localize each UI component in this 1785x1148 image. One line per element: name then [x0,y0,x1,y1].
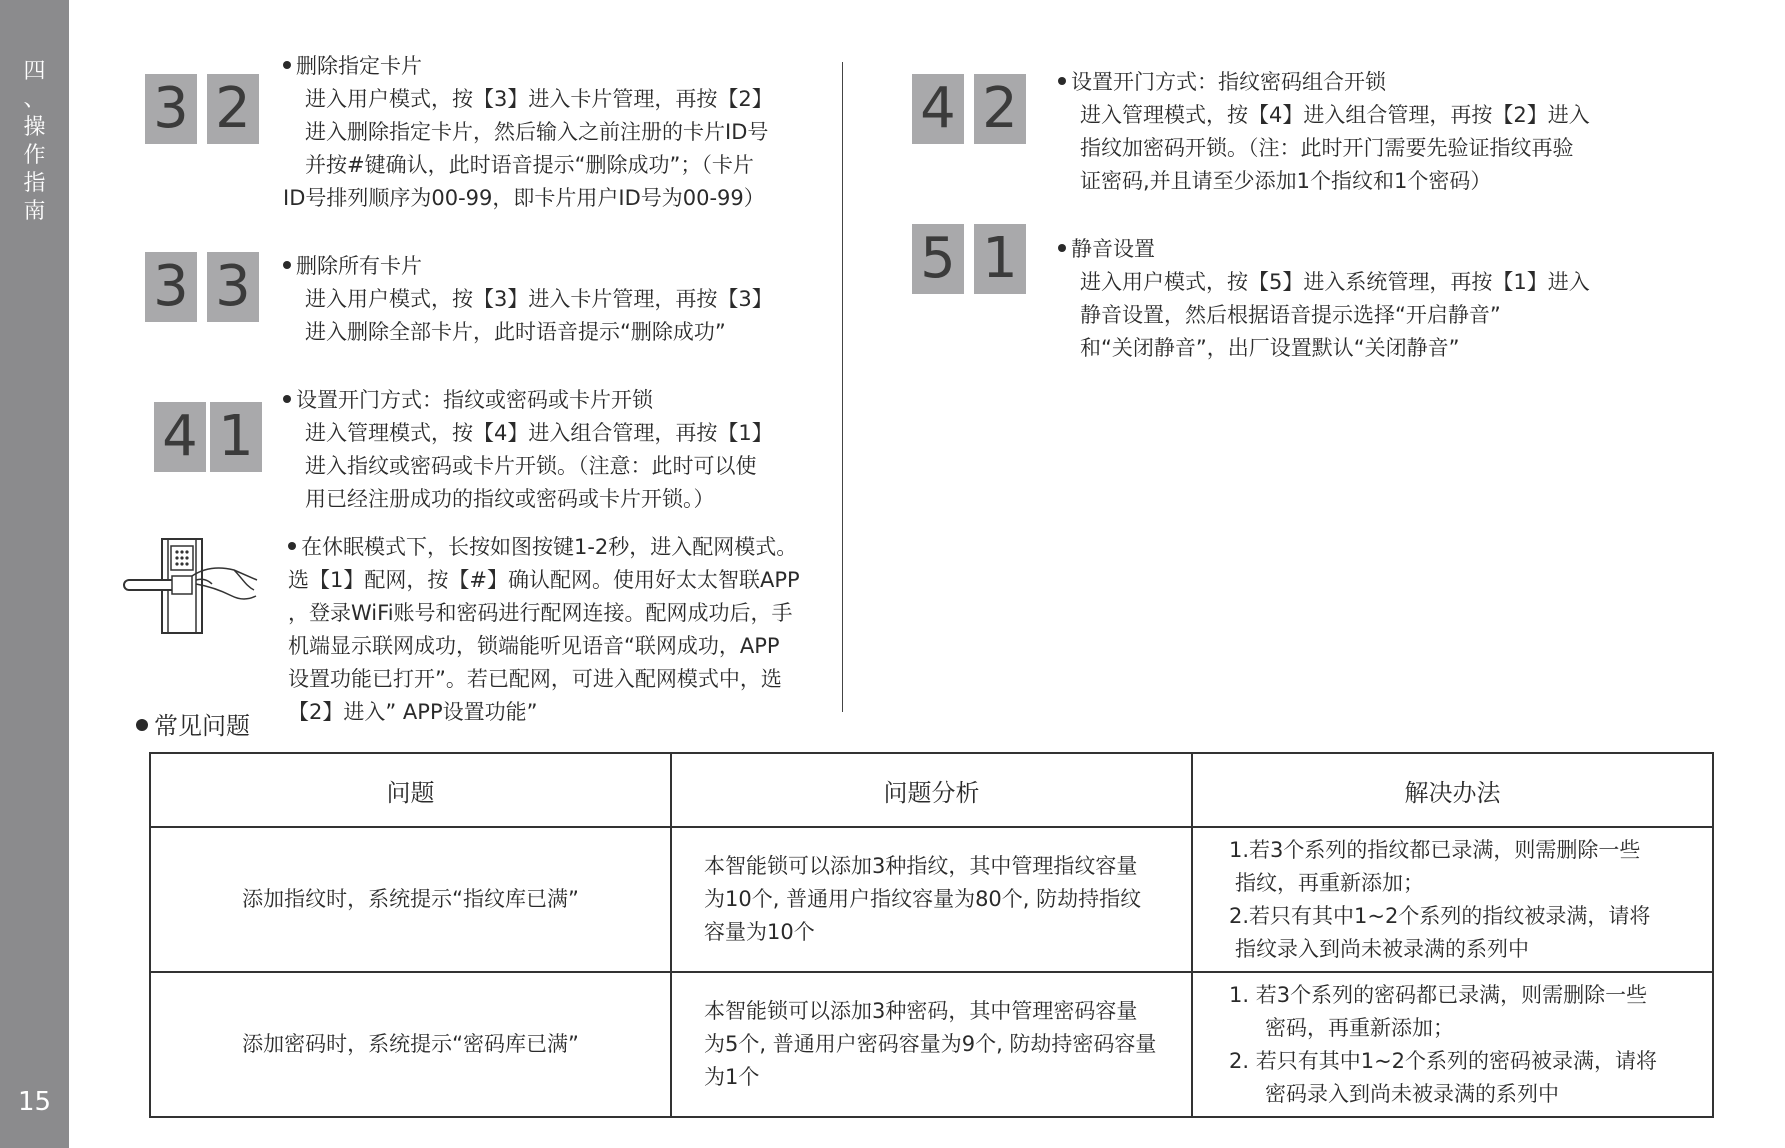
section-line: 进入管理模式，按【4】进入组合管理，再按【1】 [305,421,773,445]
column-header: 解决办法 [1192,753,1713,827]
section-line: 进入指纹或密码或卡片开锁。（注意：此时可以使 [305,454,757,478]
sidebar [0,0,69,1148]
section-line: 和“关闭静音”，出厂设置默认“关闭静音” [1080,336,1460,360]
problem-cell: 添加指纹时，系统提示“指纹库已满” [150,827,671,972]
network-line: 选【1】配网，按【#】确认配网。使用好太太智联APP [288,568,800,592]
faq-title: 常见问题 [136,710,250,742]
section-32 [283,50,773,215]
network-setup-paragraph [288,531,800,729]
bullet-icon [283,395,291,403]
column-divider [842,62,843,712]
bullet-icon [1058,77,1066,85]
table-row [150,972,1713,1117]
section-number-digit: 3 [145,252,197,322]
section-number-digit: 2 [974,74,1026,144]
network-line: ，登录WiFi账号和密码进行配网连接。配网成功后，手 [288,601,793,625]
section-33 [283,250,773,349]
analysis-cell: 本智能锁可以添加3种密码，其中管理密码容量 为5个, 普通用户密码容量为9个, 防劫持密码容量 为1个 [671,972,1192,1117]
section-heading: 删除指定卡片 [296,54,422,78]
section-line: 进入管理模式，按【4】进入组合管理，再按【2】进入 [1080,103,1590,127]
section-51 [1058,233,1590,365]
network-line: 设置功能已打开”。若已配网，可进入配网模式中，选 [288,667,782,691]
chapter-title-char: 南 [23,199,46,224]
table-row [150,827,1713,972]
chapter-title [0,58,69,226]
section-line: 进入用户模式，按【3】进入卡片管理，再按【2】 [305,87,773,111]
section-line: ID号排列顺序为00-99，即卡片用户ID号为00-99） [283,186,765,210]
section-line: 证密码,并且请至少添加1个指纹和1个密码） [1080,169,1492,193]
table-header-row [150,753,1713,827]
solution-cell: 1.若3个系列的指纹都已录满，则需删除一些 指纹，再重新添加； 2.若只有其中1~2个系列的指纹被录满，请将 指纹录入到尚未被录满的系列中 [1192,827,1713,972]
section-line: 进入用户模式，按【5】进入系统管理，再按【1】进入 [1080,270,1590,294]
section-line: 用已经注册成功的指纹或密码或卡片开锁。） [305,487,715,511]
bullet-icon [288,542,296,550]
section-line: 进入用户模式，按【3】进入卡片管理，再按【3】 [305,287,773,311]
door-lock-hand-illustration [122,536,272,636]
section-41 [283,384,773,516]
section-heading: 设置开门方式：指纹密码组合开锁 [1071,70,1386,94]
section-42 [1058,66,1590,198]
section-number-digit: 4 [912,74,964,144]
network-line: 在休眠模式下，长按如图按键1-2秒，进入配网模式。 [301,535,798,559]
section-line: 指纹加密码开锁。（注：此时开门需要先验证指纹再验 [1080,136,1574,160]
analysis-cell: 本智能锁可以添加3种指纹，其中管理指纹容量 为10个, 普通用户指纹容量为80个, 防劫持指纹 容量为10个 [671,827,1192,972]
bullet-icon [283,261,291,269]
section-line: 进入删除指定卡片，然后输入之前注册的卡片ID号 [305,120,769,144]
solution-cell: 1. 若3个系列的密码都已录满，则需删除一些 密码，再重新添加； 2. 若只有其中1~2个系列的密码被录满，请将 密码录入到尚未被录满的系列中 [1192,972,1713,1117]
section-line: 静音设置，然后根据语音提示选择“开启静音” [1080,303,1501,327]
section-line: 进入删除全部卡片，此时语音提示“删除成功” [305,320,726,344]
section-number-digit: 1 [974,224,1026,294]
section-number-digit: 1 [210,402,262,472]
section-heading: 删除所有卡片 [296,254,422,278]
section-heading: 静音设置 [1071,237,1155,261]
chapter-title-char: 指 [23,171,46,196]
chapter-title-char: 、 [23,87,46,112]
problem-cell: 添加密码时，系统提示“密码库已满” [150,972,671,1117]
chapter-title-char: 四 [23,59,46,84]
chapter-title-char: 操 [23,115,46,140]
network-line: 【2】进入” APP设置功能” [288,700,538,724]
faq-table [149,752,1714,1118]
bullet-icon [283,61,291,69]
section-number-digit: 2 [207,74,259,144]
section-heading: 设置开门方式：指纹或密码或卡片开锁 [296,388,653,412]
section-number-digit: 3 [145,74,197,144]
chapter-title-char: 作 [23,143,46,168]
section-line: 并按#键确认，此时语音提示“删除成功”；（卡片 [305,153,754,177]
section-number-digit: 4 [154,402,206,472]
section-number-digit: 3 [207,252,259,322]
bullet-icon [1058,244,1066,252]
page-number: 15 [17,1087,52,1117]
bullet-icon [136,719,148,731]
section-number-digit: 5 [912,224,964,294]
network-line: 机端显示联网成功，锁端能听见语音“联网成功，APP [288,634,780,658]
column-header: 问题分析 [671,753,1192,827]
column-header: 问题 [150,753,671,827]
